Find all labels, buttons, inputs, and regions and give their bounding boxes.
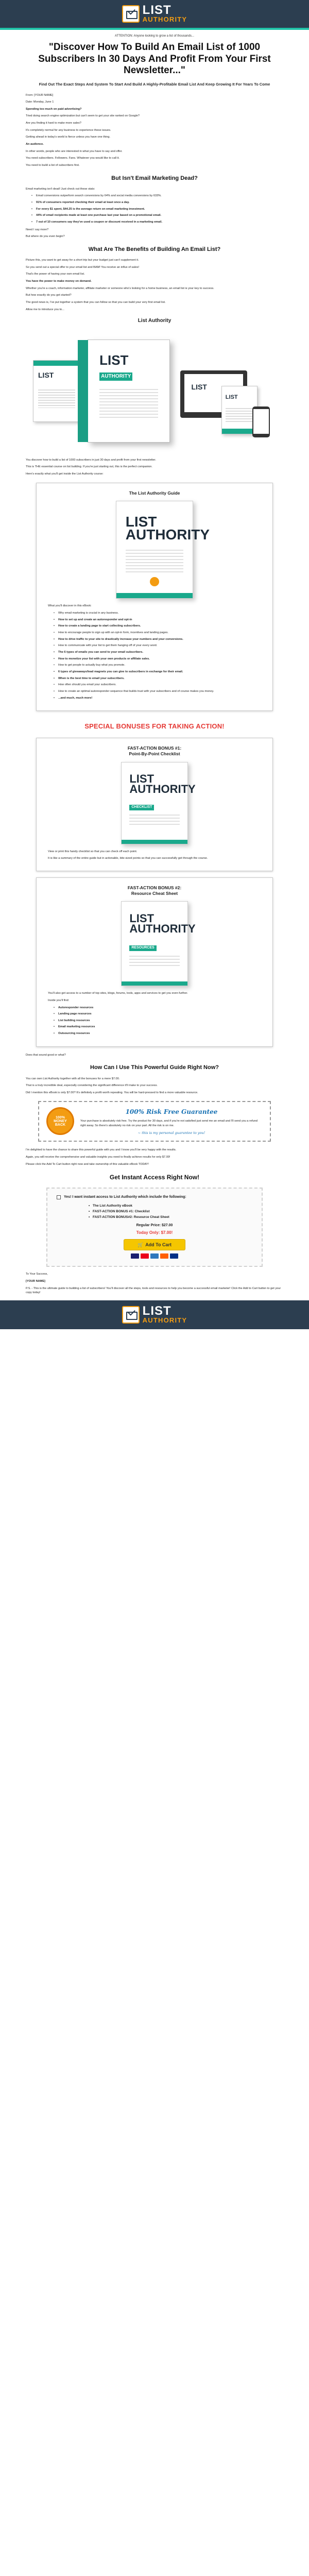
guarantee-seal-icon: 100% MONEY BACK	[46, 1107, 74, 1135]
dead-title: But Isn't Email Marketing Dead?	[111, 175, 198, 181]
bonus1-cover-image	[121, 762, 196, 844]
product-bundle-image	[26, 329, 283, 453]
guide-item: • How to drive traffic to your site to drastically increase your numbers and your conversions.	[55, 637, 261, 642]
intro-p2: Tried doing search engine optimization but can't seem to get your site ranked on Google?	[26, 114, 140, 118]
site-footer	[0, 1300, 309, 1329]
card-amex-icon	[150, 1253, 159, 1259]
bonus2-item: • List building resources	[55, 1019, 261, 1023]
bonus2-item: • Autoresponder resources	[55, 1006, 261, 1010]
intro-p8: You need subscribers. Followers. Fans. Whatever you would like to call it.	[26, 157, 119, 160]
bonus1-title: FAST-ACTION BONUS #1: Point-By-Point Checklist	[127, 745, 182, 757]
benefit-para: So you send out a special offer to your email list and BAM! You receive an influx of sales!	[26, 265, 140, 269]
guarantee-signature: ~ this is my personal guarantee to you!	[138, 1131, 205, 1136]
card-mastercard-icon	[141, 1253, 149, 1259]
bonus2-item: • Landing page resources	[55, 1012, 261, 1016]
logo-text	[143, 5, 187, 23]
bundle-laptop: LIST	[180, 370, 247, 418]
dead-p1: Need I say more?	[26, 228, 49, 231]
guide-cover-image	[116, 501, 210, 599]
bundle-book-right: LIST	[221, 386, 258, 434]
benefit-para: Whether you're a coach, information marketer, affiliate marketer or someone who's looking for a home business, an email list is your key to success.	[26, 286, 214, 290]
intro-p7: In other words, people who are interested in what you have to say and offer.	[26, 149, 123, 153]
benefit-para: That's the power of having your own email list.	[26, 273, 85, 276]
footer-logo-text	[143, 1306, 187, 1324]
guide-item: • How to set up and create an autoresponder and opt-in	[55, 618, 261, 622]
bonus2-item: • Outsourcing resources	[55, 1031, 261, 1036]
subheadline: Find Out The Exact Steps And System To Start And Build A Highly-Profitable Email List And Keep Growing It For Years To Come	[39, 81, 270, 87]
guide-lead: What you'll discover in this eBook:	[48, 604, 92, 608]
headline: "Discover How To Build An Email List of 1000 Subscribers In 30 Days And Profit From Your First Newsletter..."	[38, 42, 271, 76]
benefit-after: This is THE essential course on list building. If you're just starting out, this is the perfect companion.	[26, 465, 152, 469]
bonus2-p1: You'll also get access to a number of top sites, blogs, forums, tools, apps and services to get you even further.	[48, 992, 188, 995]
intro-p6: An audience.	[26, 143, 44, 146]
bonus2-cover-sub: RESOURCES	[129, 945, 156, 951]
guide-item: • ...and much, much more!	[55, 696, 261, 701]
order-yes-row[interactable]	[57, 1195, 252, 1200]
benefit-para: But how exactly do you get started?	[26, 294, 72, 297]
bonus1-p2: It is like a summary of the entire guide but in actionable, bite-sized points so that you can successfully get through the course.	[48, 857, 208, 860]
brand-logo[interactable]	[122, 5, 187, 23]
signoff-ps: P.S. - This is the ultimate guide to building a list of subscribers! You'll discover all the steps, tools and resources to help you become a successful email marketer! Click the Add to Cart button to get your copy today!	[26, 1286, 281, 1295]
howto-title: How Can I Use This Powerful Guide Right Now?	[90, 1064, 219, 1071]
howto-p2: That is a truly incredible deal, especially considering the significant difference it'll make to your success.	[26, 1084, 158, 1088]
bonus2-item: • Email marketing resources	[55, 1025, 261, 1029]
email-check-icon	[122, 5, 140, 23]
benefit-para: You have the power to make money on demand.	[26, 280, 92, 283]
benefits-title: What Are The Benefits of Building An Email List?	[88, 246, 221, 253]
benefit-para: The good news is, I've put together a system that you can follow so that you can build your very first email list.	[26, 301, 166, 304]
stat-item: • For every $1 spent, $44.25 is the average return on email marketing investment.	[33, 207, 283, 212]
attention-line: ATTENTION: Anyone looking to grow a list of thousands...	[115, 35, 194, 38]
logo-sub: AUTHORITY	[142, 15, 187, 24]
intro-section	[26, 93, 283, 168]
signoff-p1: To Your Success,	[26, 1273, 48, 1276]
stat-item: • 44% of email recipients made at least one purchase last year based on a promotional email.	[33, 213, 283, 218]
footer-logo-sub: AUTHORITY	[142, 1316, 187, 1325]
guide-item: • 6 types of giveaways/lead magnets you can give to subscribers in exchange for their email.	[55, 670, 261, 674]
howto-p1: You can own List Authority together with all the bonuses for a mere $7.00.	[26, 1077, 120, 1080]
intro-p4: It's completely normal for any business to experience these issues.	[26, 128, 111, 132]
stat-item: • 7 out of 10 consumers say they've used a coupon or discount received in a marketing email.	[33, 220, 283, 225]
logo-main: LIST	[142, 3, 171, 18]
guide-item: • How to monetize your list with your own products or affiliate sales.	[55, 657, 261, 662]
bonus1-cover-title: LIST AUTHORITY	[129, 772, 196, 795]
bonus1-p1: View or print this handy checklist so that you can check off each point.	[48, 850, 138, 853]
after-bonus: Does that sound good or what?	[26, 1053, 66, 1057]
sales-content	[26, 30, 283, 1295]
signoff-p2: [YOUR NAME]	[26, 1279, 45, 1283]
guide-item: • When is the best time to email your subscribers.	[55, 676, 261, 681]
bonus2-cover-title: LIST AUTHORITY	[129, 912, 196, 935]
guarantee-text: Your purchase is absolutely risk free. Try the product for 30 days, and if you're not satisfied just send me an email and I'll send you a refund right away. So there's absolutely no risk on your part. All the risk is on me.	[80, 1120, 258, 1127]
guide-item: • How to create an optimal autoresponder sequence that builds trust with your subscribers and of course makes you money.	[55, 689, 261, 694]
bundle-phone	[252, 406, 270, 437]
order-item: • The List Authority eBook	[89, 1204, 252, 1209]
intro-p9: You need to build a list of subscribers first.	[26, 164, 80, 167]
card-discover-icon	[160, 1253, 168, 1259]
checkbox-icon[interactable]	[57, 1195, 61, 1199]
stat-item: • Email conversions outperform search conversions by 64% and social media conversions by 633%.	[33, 194, 283, 198]
bonuses-title: SPECIAL BONUSES FOR TAKING ACTION!	[84, 722, 225, 731]
intro-p1: Spending too much on paid advertising?	[26, 107, 82, 111]
order-item: • FAST-ACTION BONUS#2: Resource Cheat Sheet	[89, 1215, 252, 1220]
guarantee-title: 100% Risk Free Guarantee	[125, 1108, 218, 1116]
card-paypal-icon	[170, 1253, 178, 1259]
bonus2-title: FAST-ACTION BONUS #2: Resource Cheat Sheet	[127, 885, 182, 896]
order-yes-text: Yes! I want instant access to List Authority which include the following:	[64, 1195, 186, 1199]
guide-item: • Why email marketing is crucial in any business.	[55, 611, 261, 616]
benefit-para: Allow me to introduce you to...	[26, 308, 64, 311]
bonus1-card	[36, 738, 273, 871]
product-title: List Authority	[138, 318, 171, 324]
stats-list	[33, 194, 283, 224]
guide-item: • How to communicate with your list to get them hanging off of your every word.	[55, 643, 261, 648]
guide-item: • How to get people to actually buy what you promote.	[55, 663, 261, 668]
regular-price: Regular Price: $27.00	[136, 1224, 173, 1228]
dead-p2: But where do you even begin?	[26, 235, 65, 239]
site-header	[0, 0, 309, 30]
bonus2-list	[55, 1006, 261, 1036]
guide-item: • How often should you email your subscribers.	[55, 683, 261, 687]
closing-p2: Again, you will receive the comprehensive and valuable insights you need to finally achieve results for only $7.00!	[26, 1156, 170, 1159]
guide-list	[55, 611, 261, 700]
footer-logo-main: LIST	[142, 1304, 171, 1318]
order-items	[89, 1204, 252, 1220]
intro-date: Date: Monday, June 1	[26, 100, 54, 104]
card-visa-icon	[131, 1253, 139, 1259]
add-to-cart-label: Add To Cart	[145, 1242, 172, 1248]
howto-p3: Did I mention this eBook is only $7.00? It's definitely a profit worth repeating. You will be hard-pressed to find a more valuable resource.	[26, 1091, 198, 1094]
benefit-after: You discover how to build a list of 1000 subscribers in just 30 days and profit from your first newsletter.	[26, 458, 156, 462]
guide-title: The List Authority Guide	[129, 490, 180, 496]
add-to-cart-button[interactable]	[124, 1239, 185, 1250]
intro-p5: Getting ahead in today's world is fierce unless you have one thing.	[26, 135, 111, 139]
cart-icon: 🛒	[137, 1242, 144, 1247]
guide-cover-title: LIST AUTHORITY	[125, 513, 210, 543]
footer-logo[interactable]	[122, 1306, 187, 1324]
payment-cards	[57, 1253, 252, 1259]
guide-item: • The 6 types of emails you can send to your email subscribers.	[55, 650, 261, 655]
bonus2-card	[36, 877, 273, 1047]
guide-item: • How to create a landing page to start collecting subscribers.	[55, 624, 261, 629]
email-check-icon	[122, 1306, 140, 1324]
dead-lead: Email marketing isn't dead! Just check out these stats:	[26, 187, 95, 191]
bonus2-cover-image	[121, 901, 196, 986]
intro-p3: Are you finding it hard to make more sales?	[26, 122, 81, 125]
bonus2-p2: Inside you'll find:	[48, 998, 70, 1002]
bonus1-cover-sub: CHECKLIST	[129, 805, 154, 810]
stat-item: • 91% of consumers reported checking their email at least once a day.	[33, 200, 283, 205]
closing-p3: Please click the Add To Cart button right now and take ownership of this valuable eBook TODAY!	[26, 1162, 149, 1166]
closing-p1: I'm delighted to have the chance to share this powerful guide with you and I know you'll be very happy with the results.	[26, 1148, 177, 1152]
order-box	[46, 1188, 263, 1267]
guide-card	[36, 483, 273, 711]
intro-from: From: [YOUR NAME]	[26, 93, 54, 97]
guide-item: • How to encourage people to sign up with an opt-in form, incentives and landing pages.	[55, 631, 261, 635]
benefit-after: Here's exactly what you'll get inside the List Authority course:	[26, 472, 104, 476]
order-title: Get Instant Access Right Now!	[109, 1174, 200, 1181]
guarantee-box	[38, 1101, 271, 1142]
today-price: Today Only: $7.00!	[136, 1230, 173, 1235]
bundle-book-left: LIST	[33, 360, 80, 422]
bundle-box: LIST AUTHORITY	[88, 340, 170, 443]
order-item: • FAST-ACTION BONUS #1: Checklist	[89, 1209, 252, 1214]
benefit-para: Picture this, you want to get away for a short trip but your budget just can't supplement it.	[26, 259, 139, 262]
